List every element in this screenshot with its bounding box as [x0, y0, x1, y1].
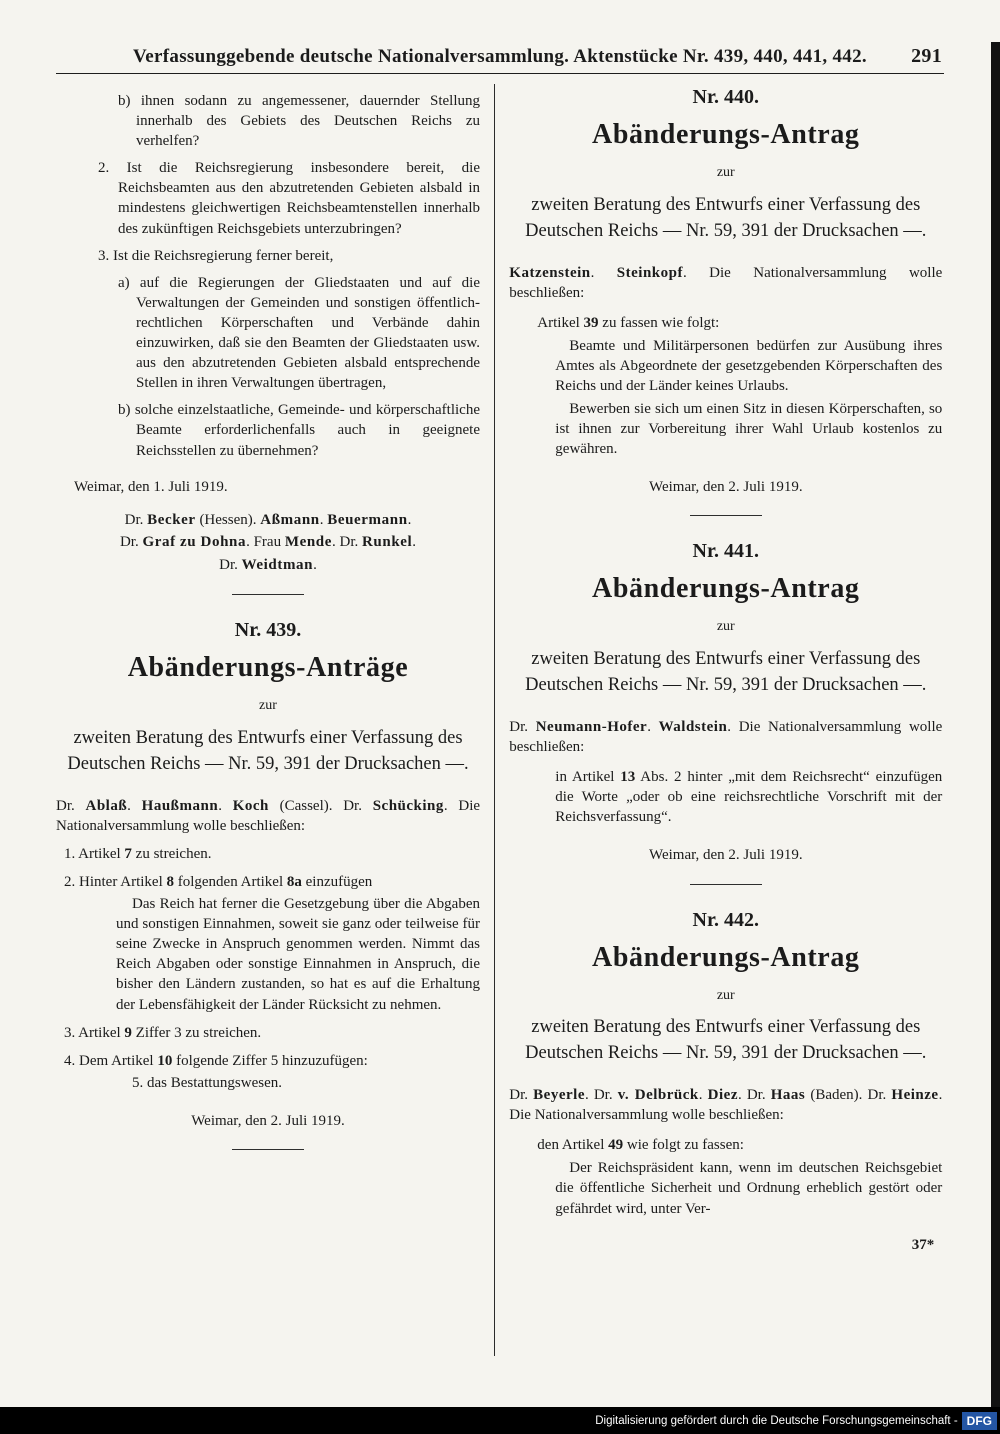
section-divider: [232, 1149, 304, 1150]
doc-440-title: Abänderungs-Antrag: [592, 119, 860, 150]
digitization-footer: [0, 1407, 1000, 1434]
article-49-text: Der Reichspräsident kann, wenn im deutschen Reichsgebiet die öffentliche Sicherheit und Ordnung erheblich gestört oder gefährdet wird, unter Ver-: [555, 1160, 943, 1217]
doc-440-number: Nr. 440.: [692, 86, 760, 108]
digitization-note: Digitalisierung gefördert durch die Deutsche Forschungsgemeinschaft -: [595, 1414, 958, 1427]
doc-442-article-intro: den Artikel 49 wie folgt zu fassen:: [537, 1137, 744, 1154]
page-number: 291: [911, 45, 942, 67]
running-head-row: [56, 46, 944, 68]
amendment-item-4: 4. Dem Artikel 10 folgende Ziffer 5 hinzuzufügen:: [64, 1052, 368, 1069]
doc-442-title: Abänderungs-Antrag: [592, 941, 860, 973]
amendment-item-4-sub: 5. das Bestattungswesen.: [132, 1074, 282, 1091]
signature-line: Dr. Becker (Hessen). Aßmann. Beuermann.: [124, 511, 412, 528]
doc-439-number: Nr. 439.: [234, 619, 302, 642]
article-8a-text: Das Reich hat ferner die Gesetzgebung über die Abgaben und sonstigen Einnahmen, soweit sie ganz oder teilweise für seine Zwecke in Anspruch genommen werden. Nimmt das Reich Abgaben oder sonstige Einnahmen in Anspruch, die bisher den Ländern zustanden, so hat es auf die Erhaltung der Lebensfähigkeit der Länder Rücksicht zu nehmen.: [116, 896, 480, 1013]
doc-441-zur-label: zur: [716, 619, 735, 635]
doc-440-article-intro: Artikel 39 zu fassen wie folgt:: [537, 314, 720, 331]
dateline-439: Weimar, den 2. Juli 1919.: [191, 1112, 345, 1129]
question-item-2: 2. Ist die Reichsregierung insbesondere bereit, die Reichsbeamten aus den abzutretenden Gebieten alsbald in mindestens gleichwertigen Reichsbeamtenstellen innerhalb des zukünftigen Reichsgebiets unterzubringen?: [98, 160, 480, 237]
header-rule: [56, 73, 944, 74]
doc-439-proposers: Dr. Ablaß. Haußmann. Koch (Cassel). Dr. Schücking. Die Nationalversammlung wolle beschließen:: [56, 797, 481, 834]
doc-441-subject: zweiten Beratung des Entwurfs einer Verfassung des Deutschen Reichs — Nr. 59, 391 der Drucksachen —.: [525, 649, 927, 696]
question-item-3b: b) solche einzelstaatliche, Gemeinde- und körperschaftliche Beamte erforderlichenfalls auch in geeignete Reichsstellen zu übernehmen?: [118, 402, 480, 459]
doc-439-zur-label: zur: [259, 698, 277, 714]
signature-line: Dr. Graf zu Dohna. Frau Mende. Dr. Runkel.: [119, 534, 417, 551]
dateline-440: Weimar, den 2. Juli 1919.: [649, 479, 803, 496]
doc-441-title: Abänderungs-Antrag: [592, 573, 860, 605]
sheet-signature-mark: 37*: [911, 1236, 935, 1253]
section-divider: [690, 515, 762, 516]
doc-439-title: Abänderungs-Anträge: [127, 652, 409, 684]
doc-442-number: Nr. 442.: [692, 908, 760, 931]
running-head: Verfassunggebende deutsche Nationalversammlung. Aktenstücke Nr. 439, 440, 441, 442.: [133, 46, 867, 67]
scanned-document-page: [56, 46, 944, 1356]
dfg-logo: DFG: [962, 1412, 997, 1430]
doc-439-subject: zweiten Beratung des Entwurfs einer Verfassung des Deutschen Reichs — Nr. 59, 391 der Drucksachen —.: [67, 727, 469, 774]
amendment-item-2: 2. Hinter Artikel 8 folgenden Artikel 8a einzufügen: [64, 874, 373, 890]
right-column: [495, 84, 942, 1356]
question-item-3: 3. Ist die Reichsregierung ferner bereit,: [98, 247, 334, 264]
doc-442-subject: zweiten Beratung des Entwurfs einer Verfassung des Deutschen Reichs — Nr. 59, 391 der Drucksachen —.: [525, 1017, 927, 1064]
doc-441-proposers: Dr. Neumann-Hofer. Waldstein. Die Nationalversammlung wolle beschließen:: [509, 719, 943, 756]
doc-442-zur-label: zur: [716, 987, 735, 1003]
article-39-para-1: Beamte und Militärpersonen bedürfen zur Ausübung ihres Amtes als Abgeordnete der gesetzgebenden Körperschaften des Reichs und der Länder keines Urlaubs.: [555, 337, 943, 394]
amendment-item-3: 3. Artikel 9 Ziffer 3 zu streichen.: [64, 1024, 262, 1041]
amendment-item-1: 1. Artikel 7 zu streichen.: [64, 845, 212, 862]
doc-441-number: Nr. 441.: [692, 540, 760, 563]
article-39-para-2: Bewerben sie sich um einen Sitz in diesen Körperschaften, so ist ihnen zur Vorbereitung ihrer Wahl Urlaub kostenlos zu gewähren.: [555, 401, 943, 458]
doc-440-zur-label: zur: [716, 165, 735, 180]
scan-edge-artifact: [991, 42, 1000, 1434]
two-column-layout: [56, 84, 944, 1356]
question-item-3a: a) auf die Regierungen der Gliedstaaten und auf die Verwaltungen der Gemeinden und sonstigen öffentlich-rechtlichen Körperschaften und Verbände dahin einzuwirken, daß sie den Beamten der Gliedstaaten usw. aus den abzutretenden Gebieten alsbald entsprechende Stellen in ihren Verwaltungen übertragen,: [118, 274, 480, 392]
dateline-441: Weimar, den 2. Juli 1919.: [649, 847, 803, 864]
doc-440-proposers: Katzenstein. Steinkopf. Die Nationalversammlung wolle beschließen:: [509, 264, 943, 301]
page-header: [56, 46, 944, 74]
section-divider: [232, 594, 304, 595]
left-column: [56, 84, 494, 1356]
dateline-1-juli-1919: Weimar, den 1. Juli 1919.: [74, 478, 228, 495]
section-divider: [690, 884, 762, 885]
signature-line: Dr. Weidtman.: [219, 556, 317, 573]
question-item-1b: b) ihnen sodann zu angemessener, dauernder Stellung innerhalb des Gebiets des Deutschen Reichs zu verhelfen?: [118, 93, 480, 150]
doc-442-proposers: Dr. Beyerle. Dr. v. Delbrück. Diez. Dr. Haas (Baden). Dr. Heinze. Die Nationalversammlung wolle beschließen:: [509, 1087, 943, 1124]
doc-440-subject: zweiten Beratung des Entwurfs einer Verfassung des Deutschen Reichs — Nr. 59, 391 der Drucksachen —.: [525, 194, 927, 241]
doc-441-amendment-text: in Artikel 13 Abs. 2 hinter „mit dem Reichsrecht“ einzufügen die Worte „oder ob eine reichsrechtliche Vorschrift mit der Reichsverfassung“.: [555, 769, 943, 826]
